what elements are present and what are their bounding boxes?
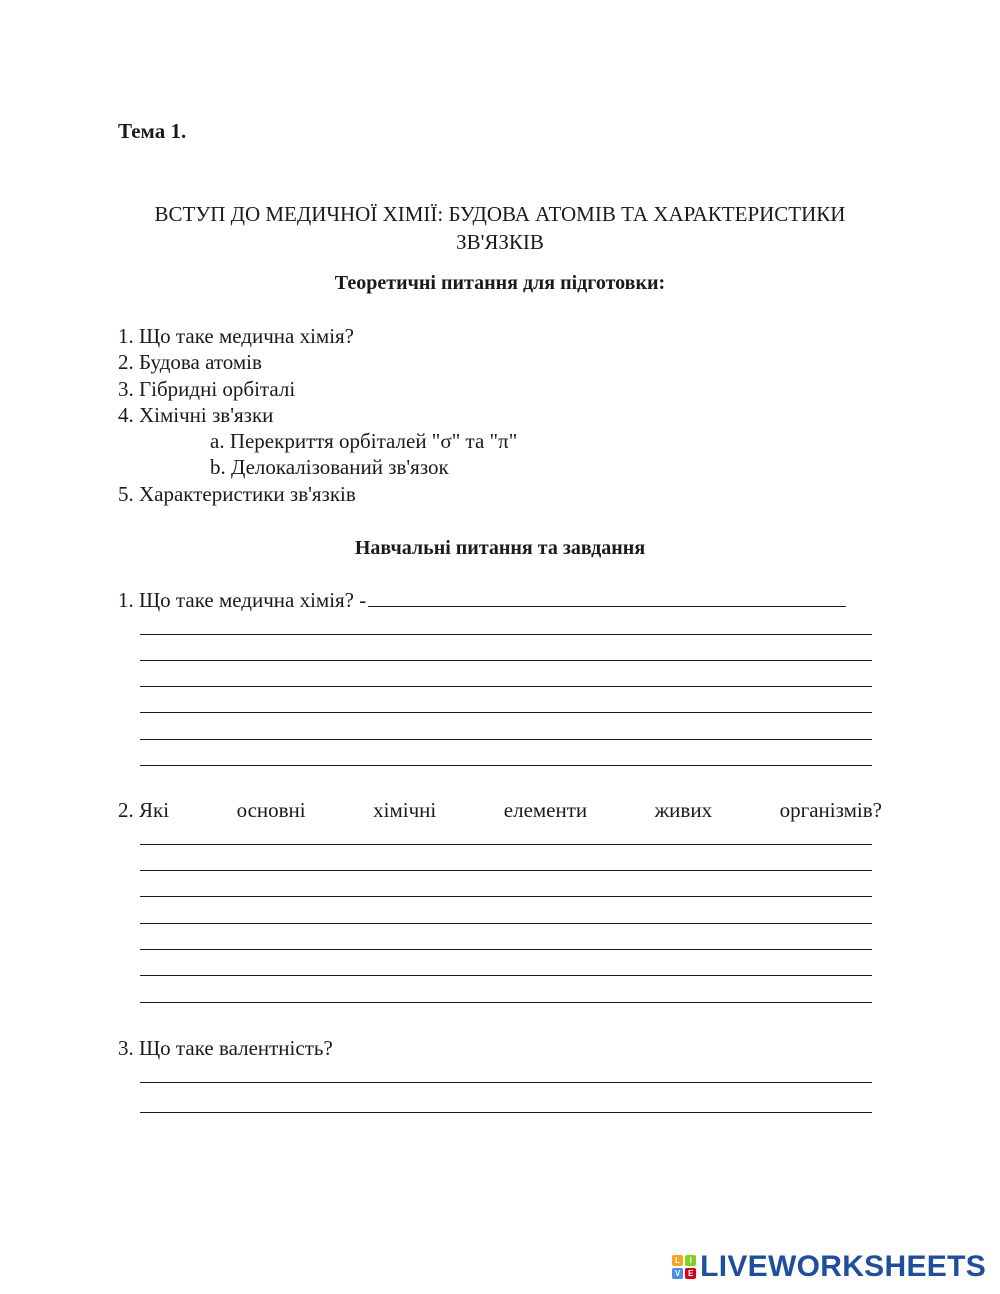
question-2-word: 2. Які [118,798,170,822]
page-title [100,200,900,256]
question-2-answer-line[interactable] [140,870,872,871]
topic-label: Тема 1. [118,119,187,143]
question-2-word: організмів? [779,798,882,822]
question-1-answer-line[interactable] [140,634,872,635]
question-3: 3. Що таке валентність? [118,1036,333,1060]
question-1-answer-line[interactable] [140,686,872,687]
question-2-answer-line[interactable] [140,844,872,845]
question-2-word: хімічні [373,798,437,822]
theory-item: 4. Хімічні зв'язки [118,402,274,427]
question-2-answer-line[interactable] [140,975,872,976]
question-1-inline-answer-line[interactable] [368,588,846,607]
question-2-word: основні [236,798,306,822]
page-title-line-1: ВСТУП ДО МЕДИЧНОЇ ХІМІЇ: БУДОВА АТОМІВ ТА ХАРАКТЕРИСТИКИ [154,202,846,226]
logo-letter: I [685,1255,696,1266]
question-2-word: живих [654,798,713,822]
theory-list [118,323,517,507]
theory-heading: Теоретичні питання для підготовки: [334,272,666,294]
liveworksheets-logo-text: LIVEWORKSHEETS [700,1250,986,1283]
question-2-answer-line[interactable] [140,923,872,924]
question-3-answer-line[interactable] [140,1112,872,1113]
theory-item: 1. Що таке медична хімія? [118,324,355,348]
question-2-answer-line[interactable] [140,949,872,950]
question-2-word: елементи [503,798,588,822]
theory-item: 2. Будова атомів [118,350,262,375]
theory-item: 5. Характеристики зв'язків [118,481,356,506]
question-2 [118,798,882,823]
question-1 [118,588,878,613]
question-2-answer-line[interactable] [140,896,872,897]
logo-letter: V [672,1268,683,1279]
tasks-heading: Навчальні питання та завдання [354,537,646,559]
question-3-answer-line[interactable] [140,1082,872,1083]
theory-subitem: a. Перекриття орбіталей "σ" та "π" [210,429,518,454]
question-1-answer-line[interactable] [140,765,872,766]
logo-letter: E [685,1268,696,1279]
liveworksheets-logo-icon [672,1255,696,1279]
question-1-text: 1. Що таке медична хімія? - [118,588,367,612]
logo-letter: L [672,1255,683,1266]
liveworksheets-logo [672,1250,986,1284]
question-1-answer-line[interactable] [140,712,872,713]
theory-subitem: b. Делокалізований зв'язок [210,455,449,480]
page-title-line-2: ЗВ'ЯЗКІВ [456,230,544,254]
question-1-answer-line[interactable] [140,660,872,661]
question-1-answer-line[interactable] [140,739,872,740]
question-2-answer-line[interactable] [140,1002,872,1003]
theory-item: 3. Гібридні орбіталі [118,376,296,401]
